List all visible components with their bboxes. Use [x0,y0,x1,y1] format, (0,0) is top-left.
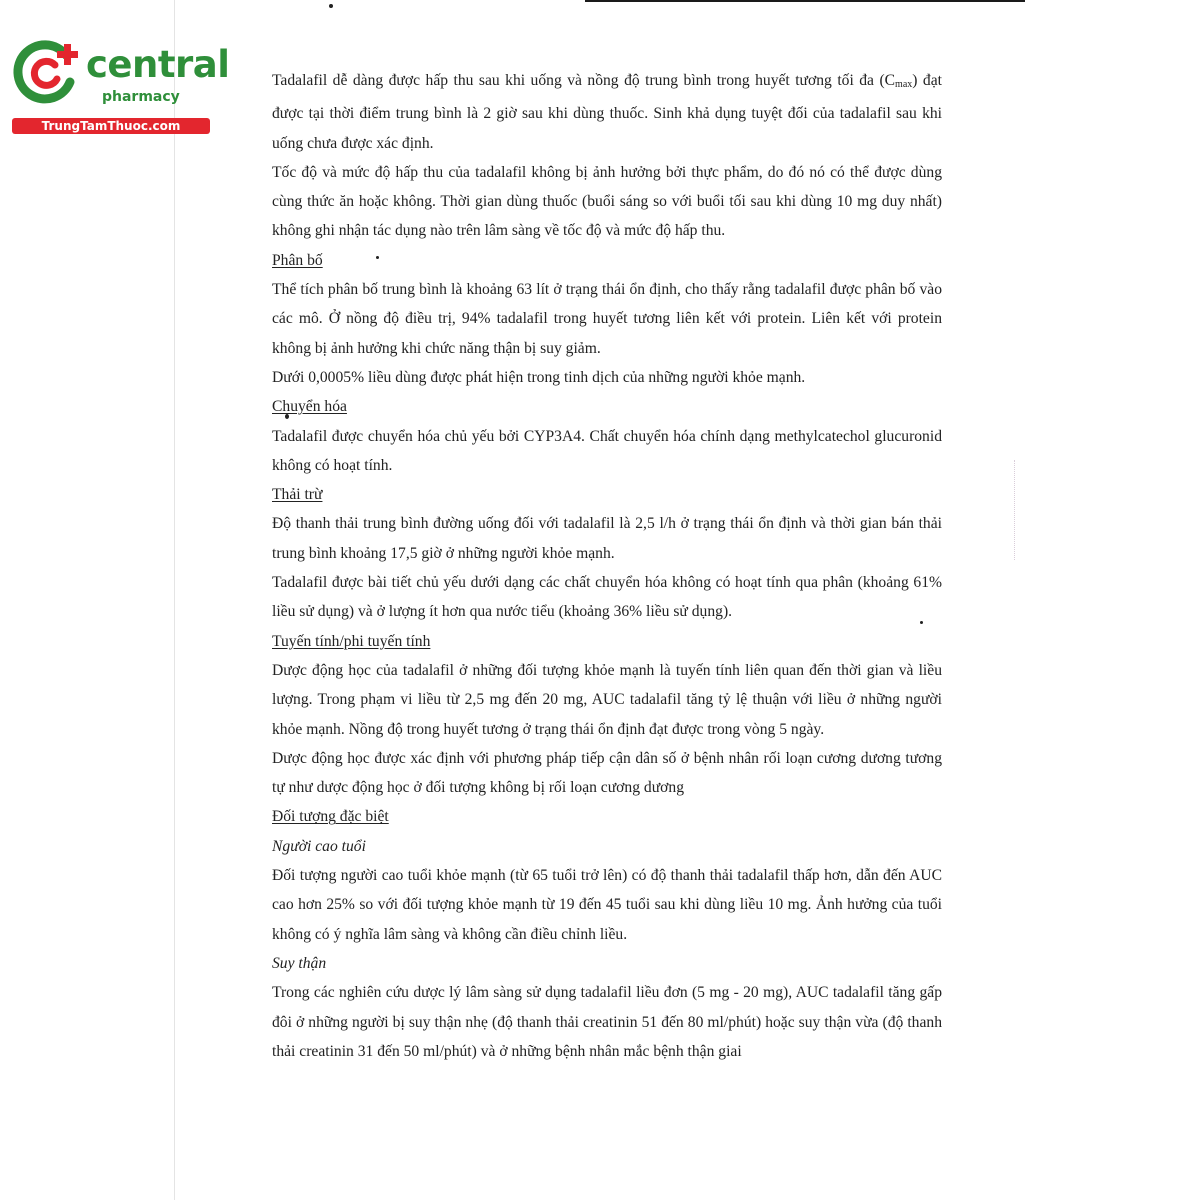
heading-elimination: Thải trừ [272,486,323,504]
paragraph-linearity-1: Dược động học của tadalafil ở những đối tượng khỏe mạnh là tuyến tính liên quan đến thời gian và liều lượng. Trong phạm vi liều từ 2,5 mg đến 20 mg, AUC tadalafil tăng tỷ lệ thuận với liều ở những người khỏe mạnh. Nồng độ trong huyết tương ở trạng thái ổn định đạt được trong vòng 5 ngày. [272,661,942,738]
heading-elderly: Người cao tuổi [272,837,366,855]
heading-distribution: Phân bố [272,251,323,269]
paragraph-absorption-1 [272,66,942,158]
logo-subtitle: pharmacy [102,89,180,105]
logo-website-banner: TrungTamThuoc.com [12,118,210,134]
paragraph-distribution-2: Dưới 0,0005% liều dùng được phát hiện trong tinh dịch của những người khỏe mạnh. [272,368,806,386]
paragraph-metabolism: Tadalafil được chuyển hóa chủ yếu bởi CYP3A4. Chất chuyển hóa chính dạng methylcatechol glucuronid không có hoạt tính. [272,427,942,474]
text-run: ) đạt được tại thời điểm trung bình là 2 giờ sau khi dùng thuốc. Sinh khả dụng tuyệt đối của tadalafil sau khi uống chưa được xác định. [272,72,942,152]
paragraph-distribution-1: Thể tích phân bố trung bình là khoảng 63 lít ở trạng thái ổn định, cho thấy rằng tadalafil được phân bố vào các mô. Ở nồng độ điều trị, 94% tadalafil trong huyết tương liên kết với protein. Liên kết với protein không bị ảnh hưởng khi chức năng thận bị suy giảm. [272,281,942,357]
pharmacy-logo[interactable] [12,38,230,138]
paragraph-renal-impairment: Trong các nghiên cứu dược lý lâm sàng sử dụng tadalafil liều đơn (5 mg - 20 mg), AUC tadalafil tăng gấp đôi ở những người bị suy thận nhẹ (độ thanh thải creatinin 51 đến 80 ml/phút) hoặc suy thận vừa (độ thanh thải creatinin 31 đến 50 ml/phút) và ở những bệnh nhân mắc bệnh thận giai [272,984,942,1060]
scan-margin-marks [1014,460,1023,560]
heading-metabolism: Chuyển hóa [272,398,347,416]
paragraph-elderly: Đối tượng người cao tuổi khỏe mạnh (từ 65 tuổi trở lên) có độ thanh thải tadalafil thấp hơn, dẫn đến AUC cao hơn 25% so với đối tượng khỏe mạnh từ 19 đến 45 tuổi sau khi dùng liều 10 mg. Ảnh hưởng của tuổi không có ý nghĩa lâm sàng và không cần điều chỉnh liều. [272,867,942,943]
document-body [272,66,942,1066]
heading-renal-impairment: Suy thận [272,954,327,972]
paragraph-elimination-1: Độ thanh thải trung bình đường uống đối với tadalafil là 2,5 l/h ở trạng thái ổn định và thời gian bán thải trung bình khoảng 17,5 giờ ở những người khỏe mạnh. [272,515,942,562]
paragraph-elimination-2: Tadalafil được bài tiết chủ yếu dưới dạng các chất chuyển hóa không có hoạt tính qua phân (khoảng 61% liều sử dụng) và ở lượng ít hơn qua nước tiểu (khoảng 36% liều sử dụng). [272,574,942,621]
page-left-edge [174,0,175,1200]
heading-special-populations: Đối tượng đặc biệt [272,808,389,826]
central-pharmacy-logo-icon [12,38,80,106]
subscript-max: max [895,79,913,90]
paragraph-absorption-2: Tốc độ và mức độ hấp thu của tadalafil không bị ảnh hưởng bởi thực phẩm, do đó nó có thể được dùng cùng thức ăn hoặc không. Thời gian dùng thuốc (buổi sáng so với buổi tối sau khi dùng 10 mg duy nhất) không ghi nhận tác dụng nào trên lâm sàng về tốc độ và mức độ hấp thu. [272,163,942,240]
heading-linearity: Tuyến tính/phi tuyến tính [272,632,431,650]
logo-name: central [86,43,230,86]
paragraph-linearity-2: Dược động học được xác định với phương pháp tiếp cận dân số ở bệnh nhân rối loạn cương dương tương tự như dược động học ở đối tượng không bị rối loạn cương dương [272,749,942,797]
scan-dot [329,4,333,8]
text-run: Tadalafil dễ dàng được hấp thu sau khi uống và nồng độ trung bình trong huyết tương tối đa (C [272,72,896,89]
scan-top-rule [585,0,1025,2]
